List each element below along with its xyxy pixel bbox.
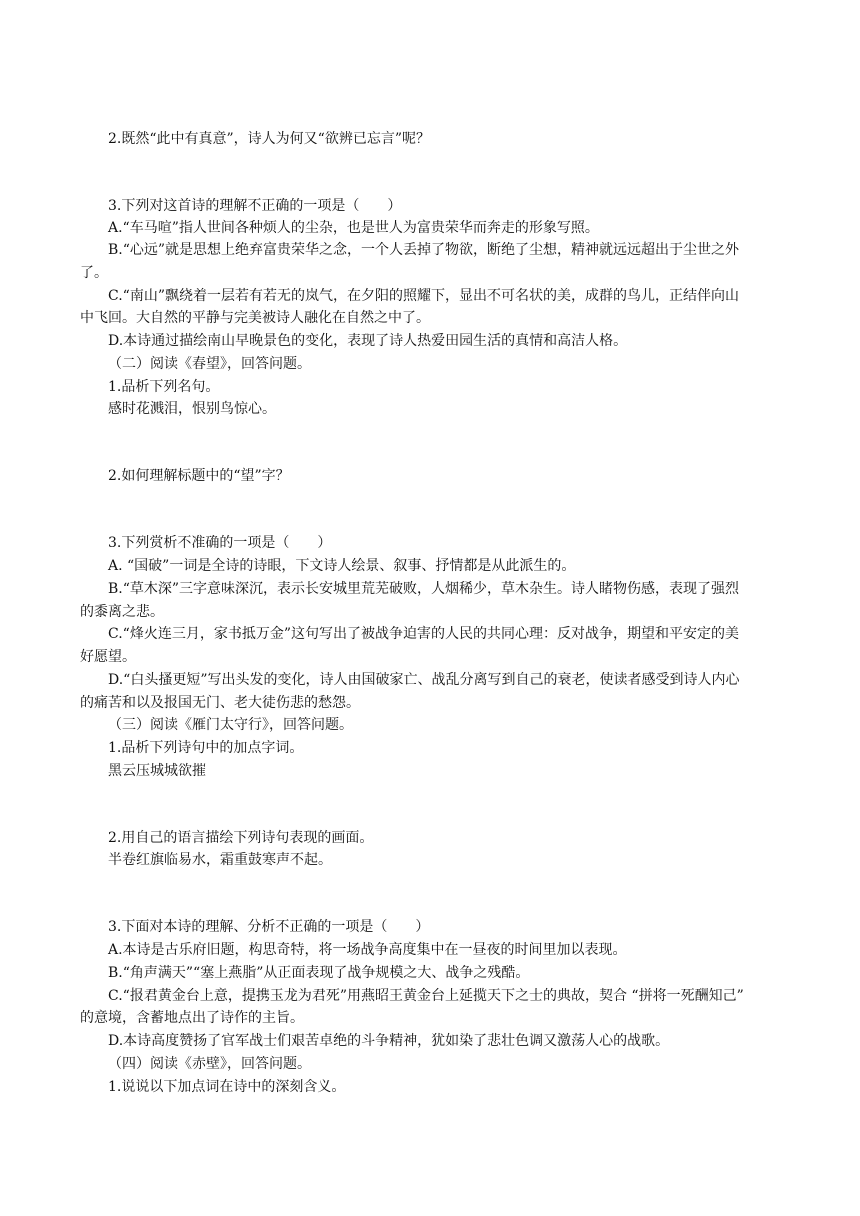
option-c-cont: 中飞回。大自然的平静与完美被诗人融化在自然之中了。 — [80, 310, 430, 326]
section-3-q1: 1.品析下列诗句中的加点字词。 — [108, 740, 304, 756]
question-2-doubt: 2.既然“此中有真意”，诗人为何又“欲辨已忘言”呢？ — [108, 131, 430, 147]
section-3-q1-verse: 黑云压城城欲摧 — [108, 763, 206, 779]
section-2-option-c-cont: 好愿望。 — [80, 649, 136, 665]
section-2-option-b-cont: 的黍离之悲。 — [80, 604, 164, 620]
section-2-option-b: B.“草木深”三字意味深沉，表示长安城里荒芜破败，人烟稀少，草木杂生。诗人睹物伤感，表现了强烈 — [108, 581, 740, 597]
section-3-option-c: C.“报君黄金台上意，提携玉龙为君死”用燕昭王黄金台上延揽天下之士的典故，契合 “拼将一死酬知己” — [108, 988, 744, 1004]
section-3-option-b: B.“角声满天”“塞上燕脂”从正面表现了战争规模之大、战争之残酷。 — [108, 965, 530, 981]
section-2-heading: （二）阅读《春望》，回答问题。 — [108, 356, 311, 372]
section-2-option-c: C.“烽火连三月，家书抵万金”这句写出了被战争迫害的人民的共同心理：反对战争，期望和平安定的美 — [108, 626, 739, 642]
section-2-option-a: A. “国破”一词是全诗的诗眼，下文诗人绘景、叙事、抒情都是从此派生的。 — [108, 558, 576, 574]
section-2-q1: 1.品析下列名句。 — [108, 379, 220, 395]
section-3-heading: （三）阅读《雁门太守行》，回答问题。 — [108, 717, 353, 733]
section-3-q2: 2.用自己的语言描绘下列诗句表现的画面。 — [108, 830, 374, 846]
section-4-q1: 1.说说以下加点词在诗中的深刻含义。 — [108, 1079, 346, 1095]
option-b-cont: 了。 — [80, 265, 108, 281]
section-2-q1-verse: 感时花溅泪，恨别鸟惊心。 — [108, 401, 276, 417]
section-3-option-d: D.本诗高度赞扬了官军战士们艰苦卓绝的斗争精神，犹如染了悲壮色调又激荡人心的战歌。 — [108, 1033, 670, 1049]
section-2-q3: 3.下列赏析不准确的一项是（ ） — [108, 535, 332, 551]
option-b: B.“心远”就是思想上绝弃富贵荣华之念，一个人丢掉了物欲，断绝了尘想，精神就远远超出于尘世之外 — [108, 242, 740, 258]
section-2-option-d-cont: 的痛苦和以及报国无门、老大徒伤悲的愁怨。 — [80, 695, 360, 711]
option-c: C.“南山”飘绕着一层若有若无的岚气，在夕阳的照耀下，显出不可名状的美，成群的鸟儿，正结伴向山 — [108, 288, 739, 304]
section-2-q2: 2.如何理解标题中的“望”字？ — [108, 468, 290, 484]
section-3-q2-verse: 半卷红旗临易水，霜重鼓寒声不起。 — [108, 852, 332, 868]
question-3-prompt: 3.下列对这首诗的理解不正确的一项是（ ） — [108, 198, 402, 214]
section-2-option-d: D.“白头搔更短”写出头发的变化，诗人由国破家亡、战乱分离写到自己的衰老，使读者感受到诗人内心 — [108, 672, 740, 688]
option-a: A.“车马喧”指人世间各种烦人的尘杂，也是世人为富贵荣华而奔走的形象写照。 — [108, 220, 599, 236]
section-3-option-c-cont: 的意境，含蓄地点出了诗作的主旨。 — [80, 1010, 304, 1026]
option-d: D.本诗通过描绘南山早晚景色的变化，表现了诗人热爱田园生活的真情和高洁人格。 — [108, 333, 628, 349]
section-3-option-a: A.本诗是古乐府旧题，构思奇特，将一场战争高度集中在一昼夜的时间里加以表现。 — [108, 942, 627, 958]
section-3-q3: 3.下面对本诗的理解、分析不正确的一项是（ ） — [108, 919, 430, 935]
section-4-heading: （四）阅读《赤壁》，回答问题。 — [108, 1056, 311, 1072]
